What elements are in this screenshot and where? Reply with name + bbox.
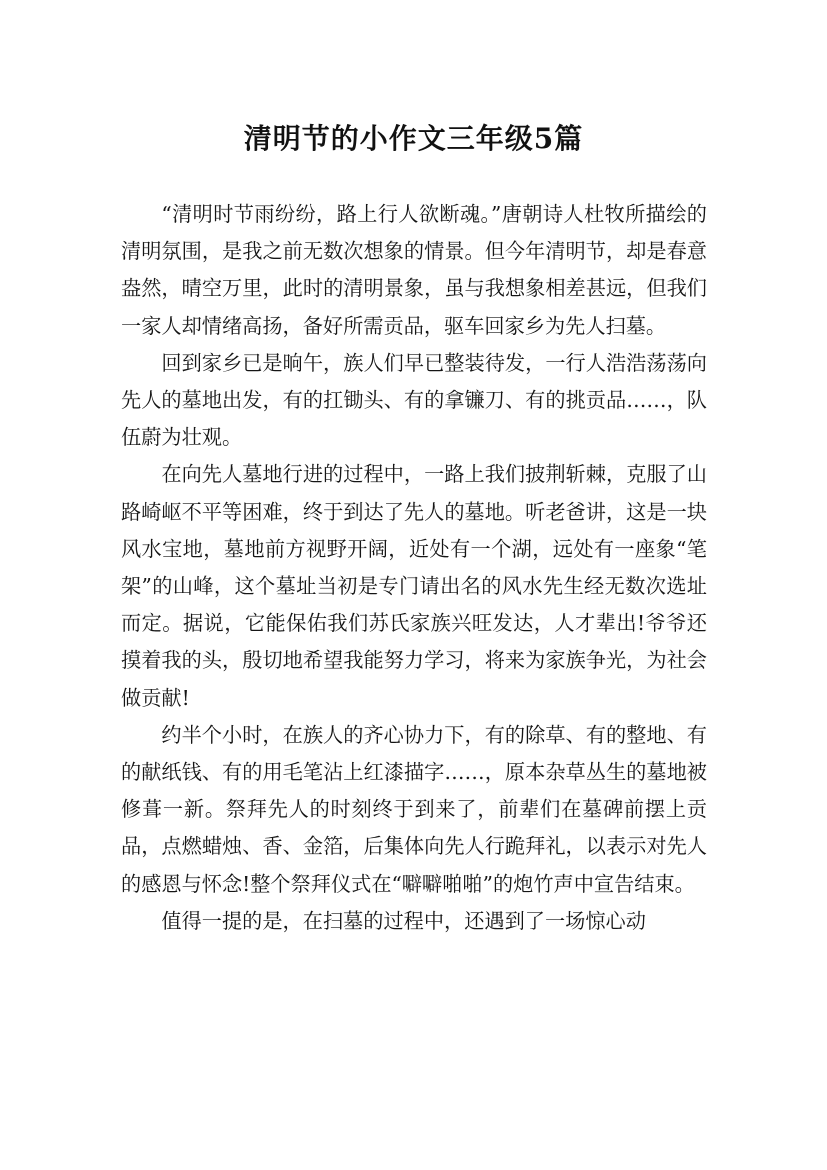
document-body — [121, 196, 707, 940]
paragraph-3: 在向先人墓地行进的过程中，一路上我们披荆斩棘，克服了山路崎岖不平等困难，终于到达了先人的墓地。听老爸讲，这是一块风水宝地，墓地前方视野开阔，近处有一个湖，远处有一座象“笔架”的山峰，这个墓址当初是专门请出名的风水先生经无数次选址而定。据说，它能保佑我们苏氏家族兴旺发达，人才辈出!爷爷还摸着我的头，殷切地希望我能努力学习，将来为家族争光，为社会做贡献! — [121, 462, 707, 710]
paragraph-4: 约半个小时，在族人的齐心协力下，有的除草、有的整地、有的献纸钱、有的用毛笔沾上红漆描字……，原本杂草丛生的墓地被修葺一新。祭拜先人的时刻终于到来了，前辈们在墓碑前摆上贡品，点燃蜡烛、香、金箔，后集体向先人行跪拜礼，以表示对先人的感恩与怀念!整个祭拜仪式在“噼噼啪啪”的炮竹声中宣告结束。 — [121, 722, 707, 896]
paragraph-1: “清明时节雨纷纷，路上行人欲断魂。”唐朝诗人杜牧所描绘的清明氛围，是我之前无数次想象的情景。但今年清明节，却是春意盎然，晴空万里，此时的清明景象，虽与我想象相差甚远，但我们一家人却情绪高扬，备好所需贡品，驱车回家乡为先人扫墓。 — [121, 202, 707, 338]
paragraph-5: 值得一提的是，在扫墓的过程中，还遇到了一场惊心动 — [161, 908, 646, 933]
paragraph-2: 回到家乡已是晌午，族人们早已整装待发，一行人浩浩荡荡向先人的墓地出发，有的扛锄头、有的拿镰刀、有的挑贡品……，队伍蔚为壮观。 — [121, 350, 707, 450]
document-title: 清明节的小作文三年级5篇 — [243, 121, 584, 155]
